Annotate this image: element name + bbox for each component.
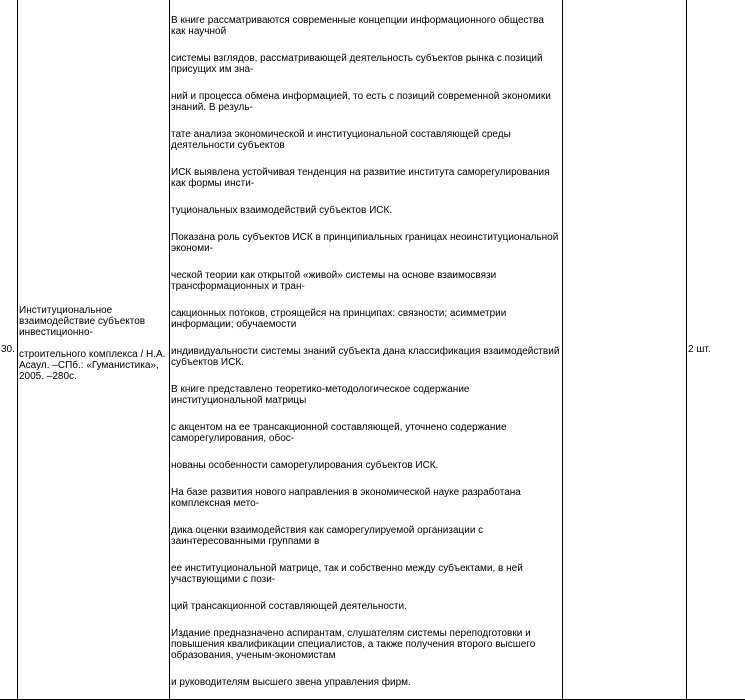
description-paragraph: На базе развития нового направления в экономической науке разработана комплексная мето-: [171, 487, 561, 509]
quantity-cell: [687, 0, 745, 700]
description-paragraph: В книге рассматриваются современные концепции информационного общества как научной: [171, 15, 561, 37]
description-paragraph: индивидуальности системы знаний субъекта дана классификация взаимодействий субъектов ИСК.: [171, 346, 561, 368]
description-paragraph: ний и процесса обмена информацией, то есть с позиций современной экономики знаний. В резуль-: [171, 91, 561, 113]
description-paragraph: сакционных потоков, строящейся на принципах: связности; асимметрии информации; обучаемости: [171, 308, 561, 330]
book-title-line-2: строительного комплекса / Н.А. Асаул. –СПб.: «Гуманистика», 2005. –280с.: [19, 349, 168, 382]
quantity-value: 2 шт.: [688, 344, 711, 355]
description-paragraph: Издание предназначено аспирантам, слушателям системы переподготовки и повышения квалификации специалистов, а также получения второго высшего образования, ученым-экономистам: [171, 628, 561, 661]
book-title-line-1: Институциональное взаимодействие субъектов инвестиционно-: [19, 305, 168, 338]
description-paragraph: Показана роль субъектов ИСК в принципиальных границах неоинституциональной экономи-: [171, 232, 561, 254]
description-paragraph: ИСК выявлена устойчивая тенденция на развитие института саморегулирования как формы инсти-: [171, 167, 561, 189]
description-paragraph: ее институциональной матрице, так и собственно между субъектами, в ней участвующими с пози-: [171, 563, 561, 585]
description-paragraph: дика оценки взаимодействия как саморегулируемой организации с заинтересованными группами в: [171, 525, 561, 547]
description-paragraph: и руководителям высшего звена управления фирм.: [171, 677, 561, 688]
row-number: 30.: [1, 344, 15, 355]
description-paragraph: туциональных взаимодействий субъектов ИСК.: [171, 205, 561, 216]
description-paragraph: тате анализа экономической и институциональной составляющей среды деятельности субъектов: [171, 129, 561, 151]
empty-cell: [563, 0, 687, 700]
description-paragraph: В книге представлено теоретико-методологическое содержание институциональной матрицы: [171, 384, 561, 406]
description-paragraph: системы взглядов, рассматривающей деятельность субъектов рынка с позиций присущих им зна-: [171, 53, 561, 75]
description-paragraph: ческой теории как открытой «живой» системы на основе взаимосвязи трансформационных и тран-: [171, 270, 561, 292]
description-paragraph: с акцентом на ее трансакционной составляющей, уточнено содержание саморегулирования, обос-: [171, 422, 561, 444]
book-title-cell: [18, 0, 170, 700]
row-number-cell: [0, 0, 18, 700]
book-description-cell: [170, 0, 563, 700]
description-paragraph: нованы особенности саморегулирования субъектов ИСК.: [171, 460, 561, 471]
description-paragraph: ций трансакционной составляющей деятельности.: [171, 601, 561, 612]
